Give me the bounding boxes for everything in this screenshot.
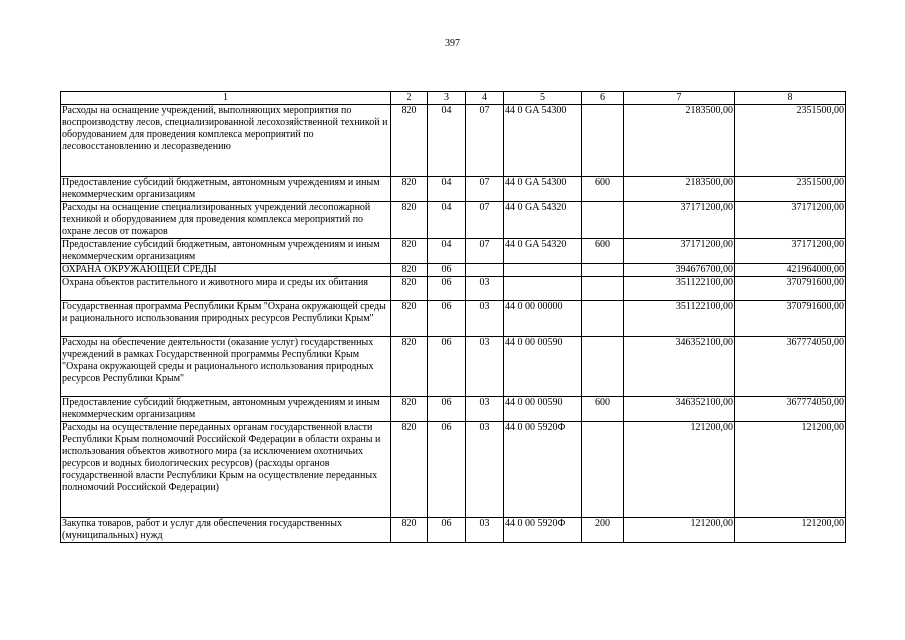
table-row	[61, 105, 846, 177]
row-target-article	[504, 277, 582, 301]
budget-table	[60, 91, 846, 543]
row-sum-year1: 346352100,00	[624, 397, 735, 422]
row-name: Закупка товаров, работ и услуг для обеспечения государственных (муниципальных) нужд	[61, 518, 391, 543]
row-sum-year2: 2351500,00	[735, 177, 846, 202]
row-sum-year1: 351122100,00	[624, 301, 735, 337]
row-name: Расходы на оснащение учреждений, выполняющих мероприятия по воспроизводству лесов, специализированной лесохозяйственной техникой и оборудованием для проведения комплекса мероприятий по лесовосстановлению и лесоразведению	[61, 105, 391, 177]
row-section: 06	[428, 301, 466, 337]
header-col-2: 2	[391, 92, 428, 105]
header-col-8: 8	[735, 92, 846, 105]
table-row	[61, 239, 846, 264]
row-grbs: 820	[391, 105, 428, 177]
row-expense-type	[582, 105, 624, 177]
page-number: 397	[445, 38, 460, 49]
row-target-article: 44 0 00 00590	[504, 397, 582, 422]
row-name: Предоставление субсидий бюджетным, автономным учреждениям и иным некоммерческим организациям	[61, 177, 391, 202]
row-sum-year1: 37171200,00	[624, 239, 735, 264]
row-subsection: 07	[466, 202, 504, 239]
row-section: 04	[428, 177, 466, 202]
row-expense-type: 600	[582, 177, 624, 202]
row-name: Предоставление субсидий бюджетным, автономным учреждениям и иным некоммерческим организациям	[61, 239, 391, 264]
row-section: 06	[428, 397, 466, 422]
row-expense-type	[582, 277, 624, 301]
row-sum-year1: 2183500,00	[624, 177, 735, 202]
row-name: Охрана объектов растительного и животного мира и среды их обитания	[61, 277, 391, 301]
row-subsection: 03	[466, 422, 504, 518]
row-grbs: 820	[391, 518, 428, 543]
row-target-article: 44 0 00 00000	[504, 301, 582, 337]
row-subsection: 07	[466, 177, 504, 202]
header-row	[61, 92, 846, 105]
row-grbs: 820	[391, 277, 428, 301]
table-row	[61, 264, 846, 277]
row-target-article: 44 0 00 5920Ф	[504, 422, 582, 518]
row-sum-year1: 121200,00	[624, 422, 735, 518]
row-subsection: 07	[466, 105, 504, 177]
row-subsection	[466, 264, 504, 277]
header-col-5: 5	[504, 92, 582, 105]
table-row	[61, 177, 846, 202]
row-sum-year1: 37171200,00	[624, 202, 735, 239]
row-section: 04	[428, 105, 466, 177]
row-sum-year2: 2351500,00	[735, 105, 846, 177]
row-name: Расходы на осуществление переданных органам государственной власти Республики Крым полномочий Российской Федерации в области охраны и использования объектов животного мира (за исключением охотничьих ресурсов и водных биологических ресурсов) (расходы органов государственной власти Республики Крым на осуществление переданных полномочий Российской Федерации)	[61, 422, 391, 518]
row-target-article	[504, 264, 582, 277]
row-sum-year2: 367774050,00	[735, 397, 846, 422]
table-row	[61, 301, 846, 337]
row-section: 04	[428, 202, 466, 239]
row-grbs: 820	[391, 264, 428, 277]
row-grbs: 820	[391, 239, 428, 264]
row-target-article: 44 0 GA 54320	[504, 202, 582, 239]
row-sum-year2: 421964000,00	[735, 264, 846, 277]
row-subsection: 03	[466, 397, 504, 422]
header-col-4: 4	[466, 92, 504, 105]
row-name: Расходы на обеспечение деятельности (оказание услуг) государственных учреждений в рамках Государственной программы Республики Крым "Охрана окружающей среды и рационального использования природных ресурсов Республики Крым"	[61, 337, 391, 397]
row-section: 06	[428, 264, 466, 277]
row-sum-year1: 121200,00	[624, 518, 735, 543]
row-section: 06	[428, 518, 466, 543]
row-sum-year2: 370791600,00	[735, 301, 846, 337]
row-subsection: 07	[466, 239, 504, 264]
row-grbs: 820	[391, 177, 428, 202]
row-target-article: 44 0 GA 54320	[504, 239, 582, 264]
row-sum-year2: 37171200,00	[735, 239, 846, 264]
table-row	[61, 337, 846, 397]
row-section: 06	[428, 337, 466, 397]
row-sum-year2: 37171200,00	[735, 202, 846, 239]
header-col-3: 3	[428, 92, 466, 105]
row-grbs: 820	[391, 202, 428, 239]
row-sum-year2: 121200,00	[735, 518, 846, 543]
row-target-article: 44 0 00 5920Ф	[504, 518, 582, 543]
row-section: 06	[428, 277, 466, 301]
row-subsection: 03	[466, 337, 504, 397]
row-sum-year1: 346352100,00	[624, 337, 735, 397]
row-expense-type	[582, 264, 624, 277]
row-expense-type: 200	[582, 518, 624, 543]
table-row	[61, 277, 846, 301]
row-target-article: 44 0 00 00590	[504, 337, 582, 397]
row-name: ОХРАНА ОКРУЖАЮЩЕЙ СРЕДЫ	[61, 264, 391, 277]
row-grbs: 820	[391, 301, 428, 337]
row-section: 04	[428, 239, 466, 264]
row-expense-type	[582, 337, 624, 397]
row-target-article: 44 0 GA 54300	[504, 177, 582, 202]
row-sum-year2: 367774050,00	[735, 337, 846, 397]
row-subsection: 03	[466, 277, 504, 301]
header-col-1: 1	[61, 92, 391, 105]
table-row	[61, 518, 846, 543]
row-section: 06	[428, 422, 466, 518]
row-grbs: 820	[391, 337, 428, 397]
header-col-6: 6	[582, 92, 624, 105]
row-name: Расходы на оснащение специализированных учреждений лесопожарной техникой и оборудованием для проведения комплекса мероприятий по охране лесов от пожаров	[61, 202, 391, 239]
row-subsection: 03	[466, 301, 504, 337]
row-expense-type	[582, 202, 624, 239]
row-expense-type	[582, 301, 624, 337]
row-expense-type	[582, 422, 624, 518]
table-row	[61, 202, 846, 239]
row-target-article: 44 0 GA 54300	[504, 105, 582, 177]
table-row	[61, 397, 846, 422]
header-col-7: 7	[624, 92, 735, 105]
row-expense-type: 600	[582, 239, 624, 264]
row-expense-type: 600	[582, 397, 624, 422]
row-sum-year1: 2183500,00	[624, 105, 735, 177]
table-row	[61, 422, 846, 518]
row-name: Государственная программа Республики Крым "Охрана окружающей среды и рационального использования природных ресурсов Республики Крым"	[61, 301, 391, 337]
row-sum-year2: 121200,00	[735, 422, 846, 518]
row-sum-year1: 351122100,00	[624, 277, 735, 301]
row-subsection: 03	[466, 518, 504, 543]
row-sum-year1: 394676700,00	[624, 264, 735, 277]
row-grbs: 820	[391, 397, 428, 422]
row-name: Предоставление субсидий бюджетным, автономным учреждениям и иным некоммерческим организациям	[61, 397, 391, 422]
row-sum-year2: 370791600,00	[735, 277, 846, 301]
row-grbs: 820	[391, 422, 428, 518]
